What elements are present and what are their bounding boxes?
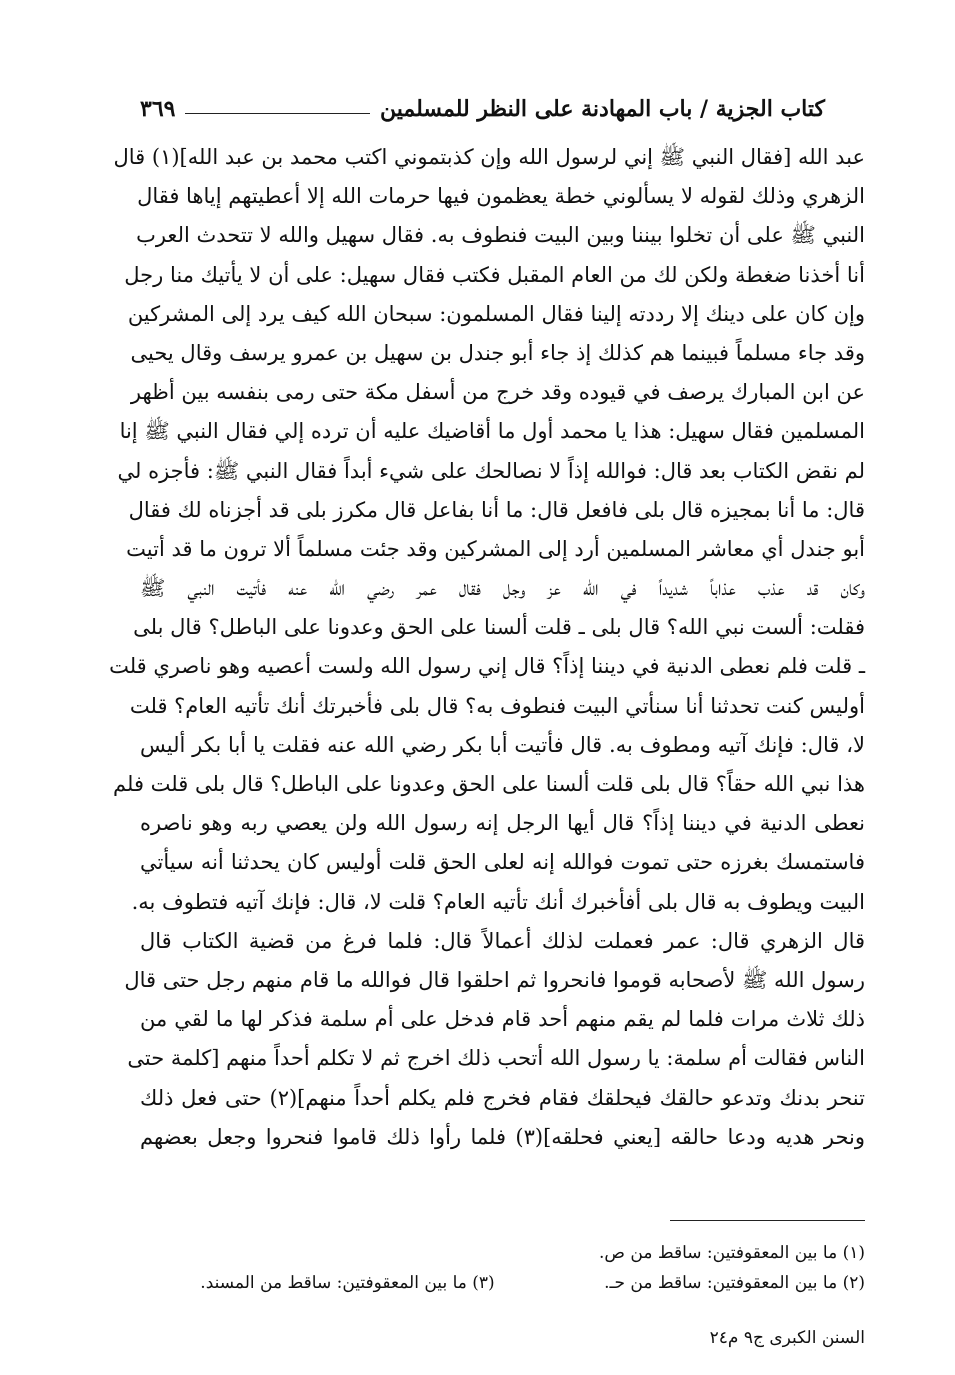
header-rule <box>185 113 370 114</box>
text-line: ذلك ثلاث مرات فلما لم يقم منهم أحد قام فدخل على أم سلمة فذكر لها ما لقي من <box>140 1007 865 1032</box>
page-number: ٣٦٩ <box>140 96 176 122</box>
text-line: النبي ﷺ على أن تخلوا بيننا وبين البيت فنطوف به. فقال سهيل والله لا تتحدث العرب <box>136 223 865 248</box>
footnote-row <box>140 1268 865 1298</box>
text-line: هذا نبي الله حقاً؟ قال بلى قلت ألسنا على الحق وعدونا على الباطل؟ قال بلى قلت فلم <box>113 772 865 796</box>
footnote-row <box>140 1238 865 1268</box>
body-text <box>109 138 865 1157</box>
text-line: الناس فقالت أم سلمة: يا رسول الله أتحب ذلك اخرج ثم لا تكلم أحداً منهم [كلمة حتى <box>127 1046 865 1071</box>
text-line: عن ابن المبارك يرصف في قيوده وقد خرج من أسفل مكة حتى رمى بنفسه بين أظهر <box>130 380 865 405</box>
running-header <box>140 86 825 122</box>
text-line: قال: ما أنا بمجيزه قال بلى فافعل قال: ما أنا بفاعل قال مكرز بلى قد أجزناه لك فقال <box>128 497 865 522</box>
footnote-1: (١) ما بين المعقوفتين: ساقط من ص. <box>599 1243 865 1263</box>
text-line: نعطى الدنية في ديننا إذاً؟ قال أيها الرجل إنه رسول الله ولن يعصي ربه وهو ناصره <box>140 811 865 836</box>
text-line: لم نقض الكتاب بعد قال: فوالله إذاً لا نصالحك على شيء أبداً فقال النبي ﷺ: فأجزه لي <box>117 458 865 483</box>
text-line: وإن كان على دينك إلا رددته إلينا فقال المسلمون: سبحان الله كيف يرد إلى المشركين <box>127 301 865 326</box>
footnote-2: (٢) ما بين المعقوفتين: ساقط من حـ. <box>604 1273 865 1293</box>
text-line: أوليس كنت تحدثنا أنا سنأتي البيت فنطوف به؟ قال بلى فأخبرتك أنك تأتيه العام؟ قلت <box>129 693 865 718</box>
volume-signature: السنن الكبرى ج٩ م٢٤ <box>709 1328 865 1348</box>
chapter-title: كتاب الجزية / باب المهادنة على النظر للمسلمين <box>380 96 825 122</box>
text-line: وقد جاء مسلماً فبينما هم كذلك إذ جاء أبو جندل بن سهيل بن عمرو يرسف وقال يحيى <box>130 340 865 365</box>
text-line: البيت ويطوف به قال بلى أفأخبرك أنك تأتيه العام؟ قلت لا، قال: فإنك آتيه فتطوف به. <box>131 889 865 914</box>
text-line: فقلت: ألست نبي الله؟ قال بلى ـ قلت ألسنا على الحق وعدونا على الباطل؟ قال بلى <box>133 615 865 640</box>
text-line: عبد الله [فقال النبي ﷺ إني لرسول الله وإن كذبتموني اكتب محمد بن عبد الله](١) قال <box>113 145 865 169</box>
text-line: أبو جندل أي معاشر المسلمين أرد إلى المشركين وقد جئت مسلماً ألا ترون ما قد أتيت <box>126 536 865 561</box>
footnote-separator <box>670 1220 865 1221</box>
text-line: أنا أخذنا ضغطة ولكن لك من العام المقبل فكتب فقال سهيل: على أن لا يأتيك منا رجل <box>124 262 865 287</box>
text-line: رسول الله ﷺ لأصحابه قوموا فانحروا ثم احلقوا قال فوالله ما قام منهم رجل حتى قال <box>124 967 865 992</box>
text-line: قال الزهري قال: عمر فعملت لذلك أعمالاً قال: فلما فرغ من قضية الكتاب قال <box>140 928 865 953</box>
text-line: لا، قال: فإنك آتيه ومطوف به. قال فأتيت أبا بكر رضي الله عنه فقلت يا أبا بكر أليس <box>140 732 865 757</box>
text-line: المسلمين فقال سهيل: هذا يا محمد أول ما أقاضيك عليه أن ترده إلي فقال النبي ﷺ إنا <box>119 419 865 444</box>
text-line: ـ قلت فلم نعطى الدنية في ديننا إذاً؟ قال إني رسول الله ولست أعصيه وهو ناصري قلت <box>109 654 865 679</box>
text-line: تنحر بدنك وتدعو حالقك فيحلقك فقام فخرج فلم يكلم أحداً منهم](٢) حتى فعل ذلك <box>140 1085 865 1110</box>
footnotes <box>140 1238 865 1298</box>
text-line: وكان قد عذب عذاباً شديداً في الله عز وجل فقال عمر رضي الله عنه فأتيت النبي ﷺ <box>140 576 865 601</box>
text-line: ونحر هديه ودعا حالقه [يعني فحلقه](٣) فلما رأوا ذلك قاموا فنحروا وجعل بعضهم <box>140 1124 865 1149</box>
footnote-3: (٣) ما بين المعقوفتين: ساقط من المسند. <box>200 1273 495 1293</box>
text-line: الزهري وذلك لقوله لا يسألوني خطة يعظمون فيها حرمات الله إلا أعطيتهم إياها فقال <box>137 184 865 209</box>
text-line: فاستمسك بغرزه حتى تموت فوالله إنه لعلى الحق قلت أوليس كان يحدثنا أنه سيأتي <box>140 850 865 875</box>
